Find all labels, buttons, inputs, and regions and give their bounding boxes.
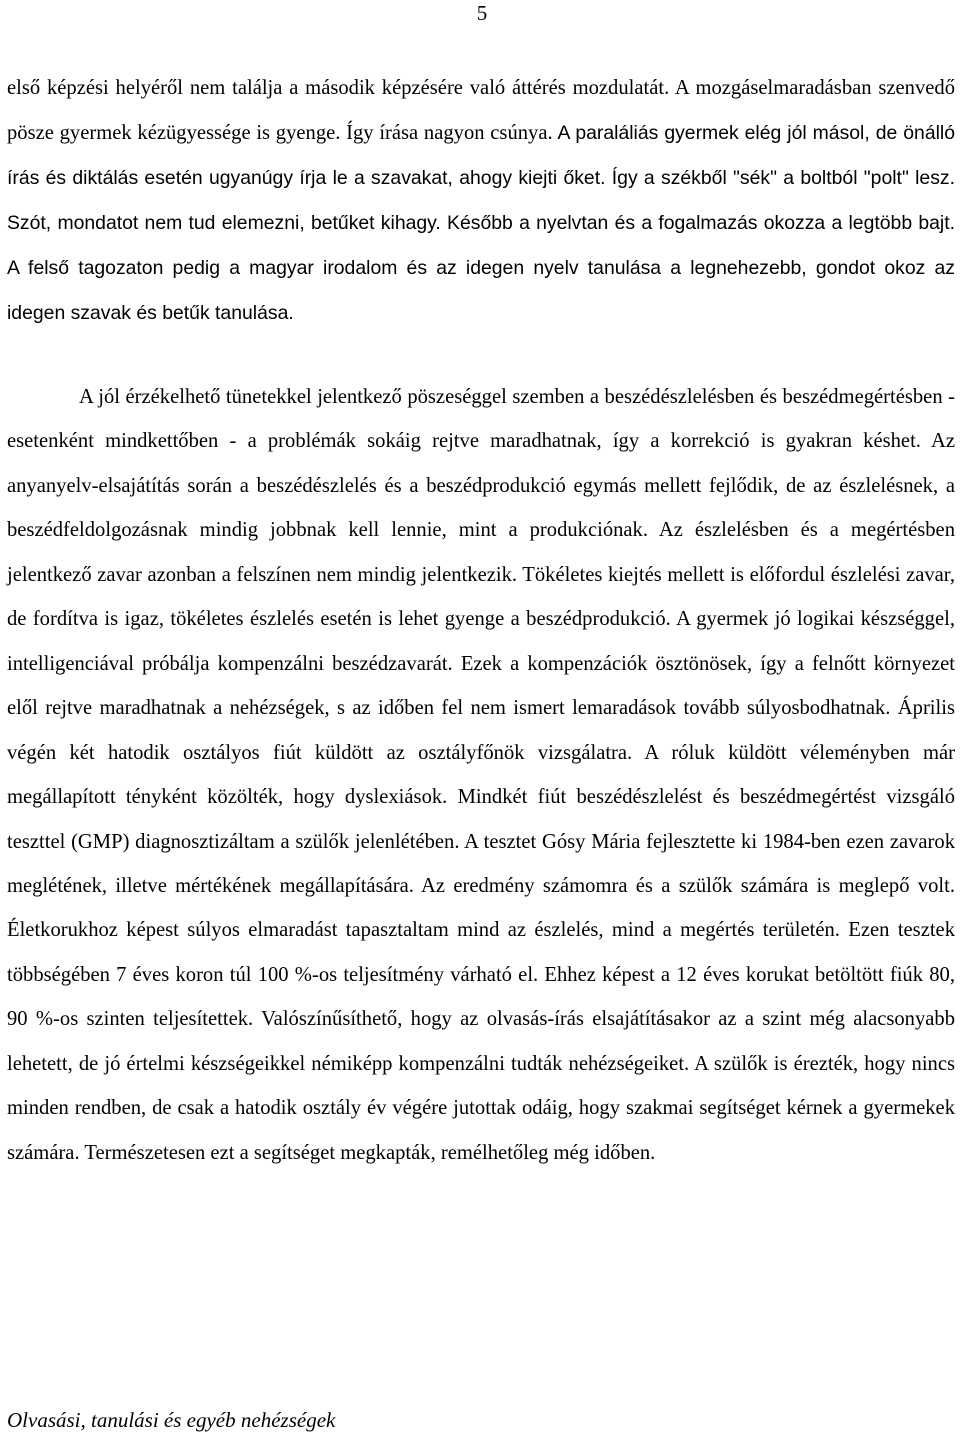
section-heading: Olvasási, tanulási és egyéb nehézségek [7,1408,336,1432]
paragraph-first-sans-run: A paraláliás gyermek elég jól másol, de önálló írás és diktálás esetén ugyanúgy írja le a szavakat, ahogy kiejti őket. Így a székből "sék" a boltból "polt" lesz. Szót, mondatot nem tud elemezni, betűket kihagy. Később a nyelvtan és a fogalmazás okozza a legtöbb bajt. A felső tagozaton pedig a magyar irodalom és az idegen nyelv tanulása a legnehezebb, gondot okoz az idegen szavak és betűk tanulása. [7,122,955,324]
paragraph-first [7,66,955,336]
paragraph-first-serif-run: első képzési helyéről nem találja a második képzésére való áttérés mozdulatát. A mozgáselmaradásban szenvedő pösze gyermek kézügyessége is gyenge. Így írása nagyon csúnya. [7,77,955,144]
page-number: 5 [476,1,488,25]
paragraph-second: A jól érzékelhető tünetekkel jelentkező pöszeséggel szemben a beszédészlelésben és beszédmegértésben - esetenként mindkettőben - a problémák sokáig rejtve maradhatnak, így a korrekció is gyakran késhet. Az anyanyelv-elsajátítás során a beszédészlelés és a beszédprodukció egymás mellett fejlődik, de az észlelésnek, a beszédfeldolgozásnak mindig jobbnak kell lennie, mint a produkciónak. Az észlelésben és a megértésben jelentkező zavar azonban a felszínen nem mindig jelentkezik. Tökéletes kiejtés mellett is előfordul észlelési zavar, de fordítva is igaz, tökéletes észlelés esetén is lehet gyenge a beszédprodukció. A gyermek jó logikai készséggel, intelligenciával próbálja kompenzálni beszédzavarát. Ezek a kompenzációk ösztönösek, így a felnőtt környezet elől rejtve maradhatnak a nehézségek, s az időben fel nem ismert lemaradások tovább súlyosbodhatnak. Április végén két hatodik osztályos fiút küldött az osztályfőnök vizsgálatra. A róluk küldött véleményben már megállapított tényként közölték, hogy dyslexiások. Mindkét fiút beszédészlelést és beszédmegértést vizsgáló teszttel (GMP) diagnosztizáltam a szülők jelenlétében. A tesztet Gósy Mária fejlesztette ki 1984-ben ezen zavarok meglétének, illetve mértékének megállapítására. Az eredmény számomra és a szülők számára is meglepő volt. Életkorukhoz képest súlyos elmaradást tapasztaltam mind az észlelés, mind a megértés területén. Ezen tesztek többségében 7 éves koron túl 100 %-os teljesítmény várható el. Ehhez képest a 12 éves korukat betöltött fiúk 80, 90 %-os szinten teljesítettek. Valószínűsíthető, hogy az olvasás-írás elsajátításakor az a szint még alacsonyabb lehetett, de jó értelmi készségeikkel némiképp kompenzálni tudták nehézségeiket. A szülők is érezték, hogy nincs minden rendben, de csak a hatodik osztály év végére jutottak odáig, hogy szakmai segítséget kérnek a gyermekek számára. Természetesen ezt a segítséget megkapták, remélhetőleg még időben. [7,386,955,1164]
